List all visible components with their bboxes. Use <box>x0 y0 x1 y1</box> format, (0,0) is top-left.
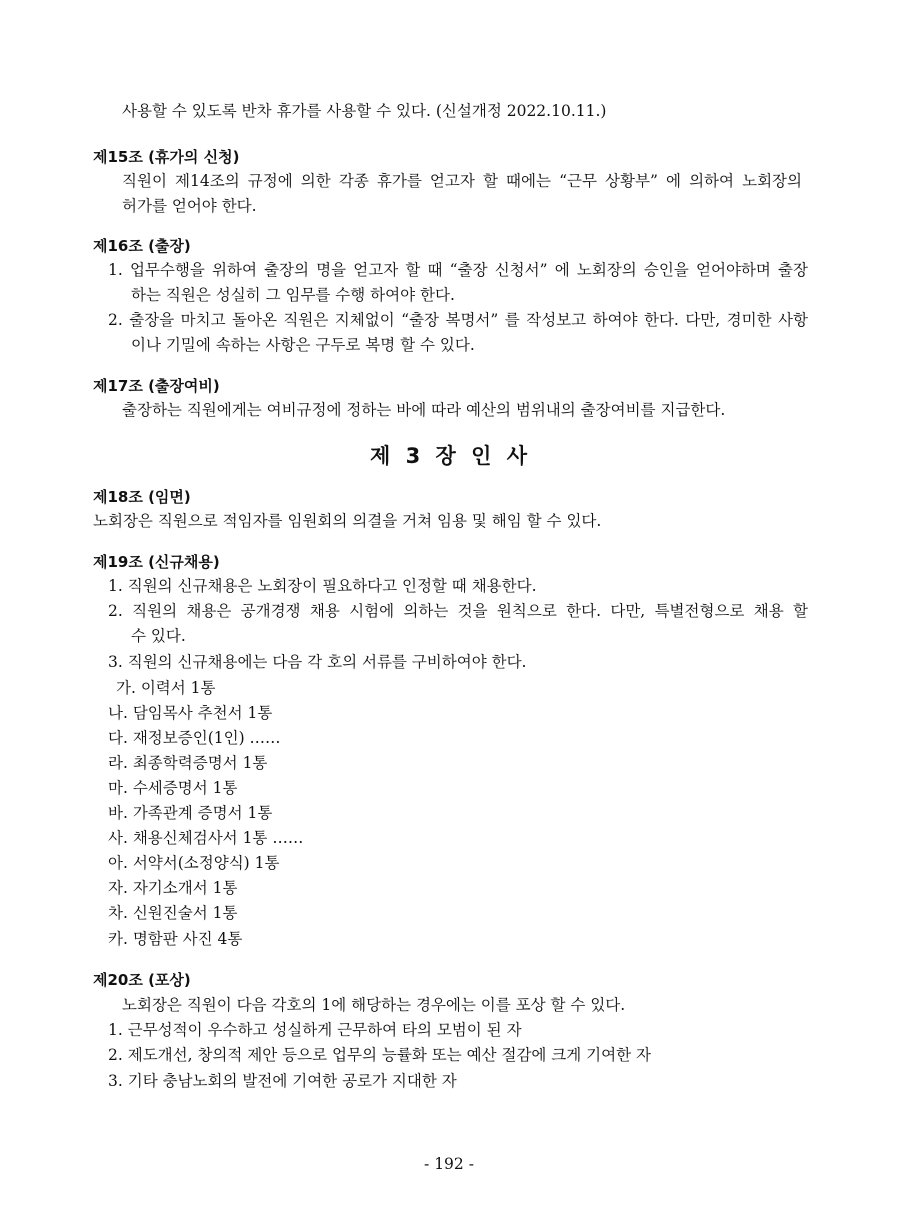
article-15-line: 허가를 얻어야 한다. <box>122 197 257 215</box>
article-19-item: 2. 직원의 채용은 공개경쟁 채용 시험에 의하는 것을 원칙으로 한다. 다만, 특별전형으로 채용 할 <box>108 602 808 620</box>
page-number: - 192 - <box>424 1155 474 1173</box>
article-16-item: 2. 출장을 마치고 돌아온 직원은 지체없이 “출장 복명서” 를 작성보고 하여야 한다. 다만, 경미한 사항 <box>108 311 808 329</box>
chapter-title: 제 3 장 인 사 <box>370 444 528 468</box>
article-16-item-cont: 이나 기밀에 속하는 사항은 구두로 복명 할 수 있다. <box>131 336 475 354</box>
document-list-item: 자. 자기소개서 1통 <box>108 879 238 897</box>
document-list-item: 라. 최종학력증명서 1통 <box>108 754 268 772</box>
article-15-line: 직원이 제14조의 규정에 의한 각종 휴가를 얻고자 할 때에는 “근무 상황부” 에 의하여 노회장의 <box>122 172 802 190</box>
article-16-item: 1. 업무수행을 위하여 출장의 명을 얻고자 할 때 “출장 신청서” 에 노회장의 승인을 얻어야하며 출장 <box>108 261 808 279</box>
document-list-item: 사. 채용신체검사서 1통 …… <box>108 829 304 847</box>
article-15-heading: 제15조 (휴가의 신청) <box>93 148 240 166</box>
article-20-item: 1. 근무성적이 우수하고 성실하게 근무하여 타의 모범이 된 자 <box>108 1021 522 1039</box>
document-list-item: 나. 담임목사 추천서 1통 <box>108 704 273 722</box>
intro-line: 사용할 수 있도록 반차 휴가를 사용할 수 있다. (신설개정 2022.10.11.) <box>122 102 607 120</box>
article-16-heading: 제16조 (출장) <box>93 237 191 255</box>
document-list-item: 아. 서약서(소정양식) 1통 <box>108 854 280 872</box>
article-18-heading: 제18조 (임면) <box>93 488 191 506</box>
article-18-line: 노회장은 직원으로 적임자를 임원회의 의결을 거쳐 임용 및 해임 할 수 있다. <box>93 512 602 530</box>
article-20-heading: 제20조 (포상) <box>93 971 191 989</box>
article-19-item: 1. 직원의 신규채용은 노회장이 필요하다고 인정할 때 채용한다. <box>108 577 537 595</box>
document-list-item: 카. 명함판 사진 4통 <box>108 930 243 948</box>
article-20-item: 3. 기타 충남노회의 발전에 기여한 공로가 지대한 자 <box>108 1072 457 1090</box>
article-19-heading: 제19조 (신규채용) <box>93 553 220 571</box>
article-19-item-cont: 수 있다. <box>131 627 186 645</box>
article-19-item: 3. 직원의 신규채용에는 다음 각 호의 서류를 구비하여야 한다. <box>108 653 527 671</box>
document-list-item: 차. 신원진술서 1통 <box>108 904 238 922</box>
document-list-item: 가. 이력서 1통 <box>116 679 216 697</box>
article-16-item-cont: 하는 직원은 성실히 그 임무를 수행 하여야 한다. <box>131 286 455 304</box>
document-list-item: 바. 가족관계 증명서 1통 <box>108 804 273 822</box>
document-list-item: 마. 수세증명서 1통 <box>108 779 238 797</box>
document-list-item: 다. 재정보증인(1인) …… <box>108 729 281 747</box>
article-17-heading: 제17조 (출장여비) <box>93 377 220 395</box>
article-20-item: 2. 제도개선, 창의적 제안 등으로 업무의 능률화 또는 예산 절감에 크게 기여한 자 <box>108 1046 652 1064</box>
article-20-line: 노회장은 직원이 다음 각호의 1에 해당하는 경우에는 이를 포상 할 수 있다. <box>122 996 626 1014</box>
article-17-line: 출장하는 직원에게는 여비규정에 정하는 바에 따라 예산의 범위내의 출장여비를 지급한다. <box>122 401 726 419</box>
